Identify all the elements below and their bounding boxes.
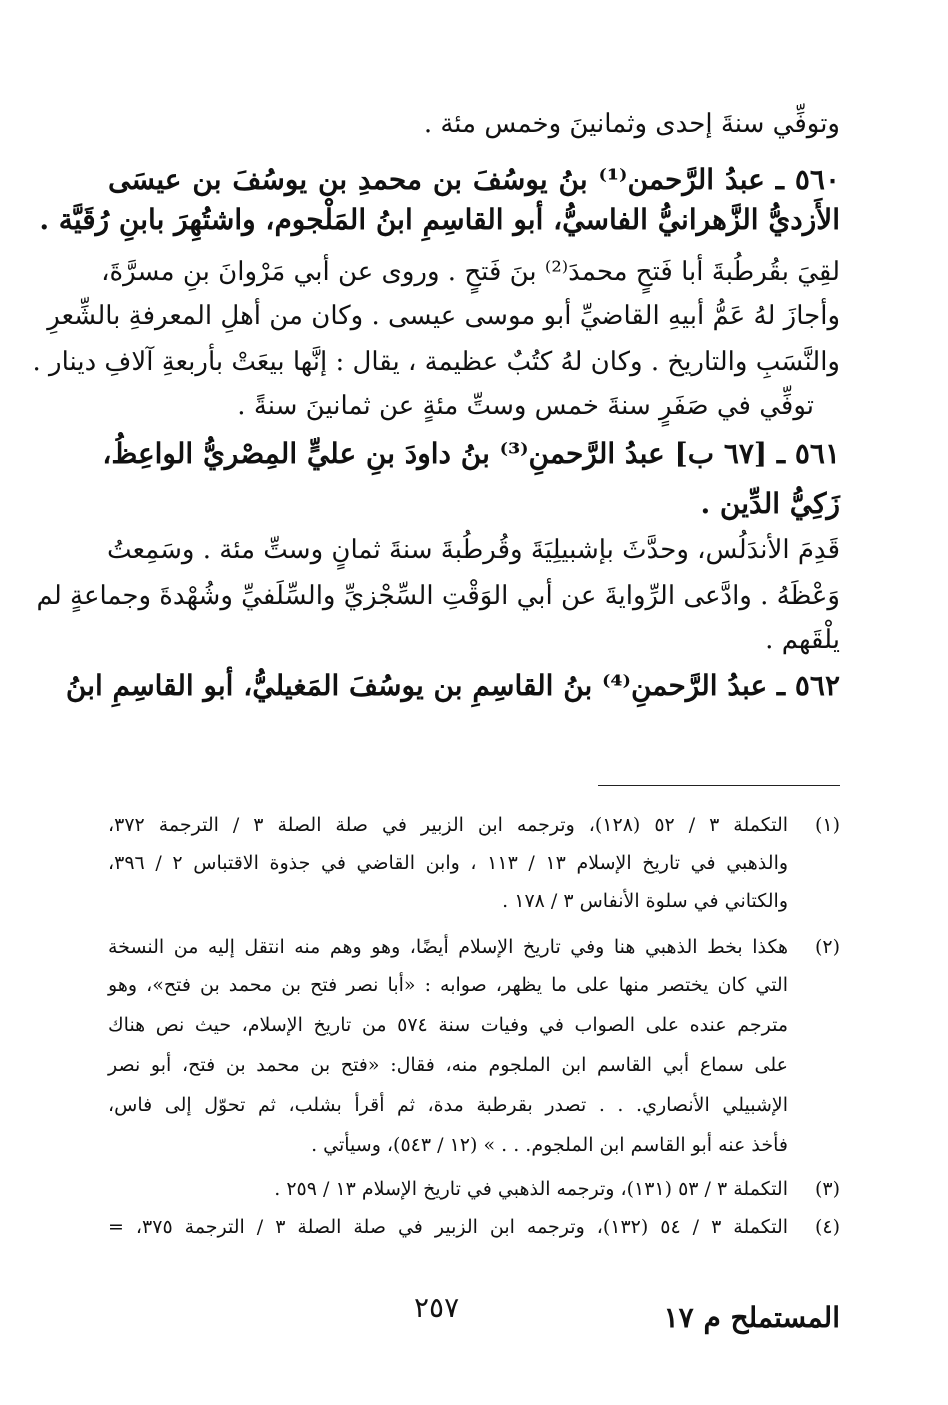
text-line: وتوفِّي سنةَ إحدى وثمانينَ وخمس مئة . [423,109,840,139]
page-number: ٢٥٧ [414,1291,460,1324]
entry-560-heading-cont: الأَزديُّ الزَّهرانيُّ الفاسيُّ، أبو القاسِمِ ابنُ المَلْجوم، واشتُهِرَ بابنِ رُقَيَّة . [39,203,840,236]
footnote-line: هكذا بخط الذهبي هنا وفي تاريخ الإسلام أيضًا، وهو وهم منه انتقل إليه من النسخة [108,936,788,958]
footnote-label: (٢) [814,936,840,958]
footnote-line: والذهبي في تاريخ الإسلام ١٣ / ١١٣ ، وابن القاضي في جذوة الاقتباس ٢ / ٣٩٦، [108,852,789,874]
footnote-line: الإشبيلي الأنصاري. . . تصدر بقرطبة مدة، ثم أقرأ بشلب، ثم تحوّل إلى فاس، [108,1094,788,1116]
footnote-label: (٤) [814,1216,840,1238]
entry-562-heading: ٥٦٢ ـ عبدُ الرَّحمنِ⁽⁴⁾ بنُ القاسِمِ بن يوسُفَ المَغيليُّ، أبو القاسِمِ ابنُ [65,669,840,702]
footnote-line: التكملة ٣ / ٥٣ (١٣١)، وترجمه الذهبي في تاريخ الإسلام ١٣ / ٢٥٩ . [274,1178,788,1200]
running-footer-title: المستملح م ١٧ [663,1301,840,1334]
text-line: لقِيَ بقُرطُبةَ أبا فَتحٍ محمدَ⁽²⁾ بنَ فَتحٍ . وروى عن أبي مَرْوانَ بنِ مسرَّةَ، [101,257,840,287]
footnote-line: مترجم عنده على الصواب في وفيات سنة ٥٧٤ من تاريخ الإسلام، حيث نص هناك [108,1014,788,1036]
text-line: وَعْظَهُ . وادَّعى الرِّوايةَ عن أبي الوَقْتِ السِّجْزيِّ والسِّلَفيِّ وشُهْدةَ وجماعةٍ لم [36,581,840,611]
footnote-line: والكتاني في سلوة الأنفاس ٣ / ١٧٨ . [502,890,788,912]
text-line: يلْقَهم . [765,625,840,655]
text-line: وأجازَ لهُ عَمُّ أبيهِ القاضيِّ أبو موسى عيسى . وكان من أهلِ المعرفةِ بالشِّعرِ [47,301,840,331]
entry-561-heading-cont: زَكِيُّ الدِّين . [700,487,840,520]
footnote-line: فأخذ عنه أبو القاسم ابن الملجوم. . . » (١٢ / ٥٤٣)، وسيأتي . [311,1134,788,1156]
footnote-line: التي كان يختصر منها على ما يظهر، صوابه : «أبا نصر فتح بن محمد بن فتح»، وهو [108,974,788,996]
text-line: توفِّي في صَفَرٍ سنةَ خمس وستِّ مئةٍ عن ثمانينَ سنةً . [237,391,814,421]
footnote-line: التكملة ٣ / ٥٢ (١٢٨)، وترجمه ابن الزبير في صلة الصلة ٣ / الترجمة ٣٧٢، [108,814,789,836]
entry-561-heading: ٥٦١ ـ [٦٧ ب] عبدُ الرَّحمنِ⁽³⁾ بنُ داودَ بنِ عليٍّ المِصْريُّ الواعِظُ، [102,437,840,470]
footnote-line: على سماع أبي القاسم ابن الملجوم منه، فقال: «فتح بن محمد بن فتح، أبو نصر [108,1054,788,1076]
footnote-separator [598,785,840,786]
text-line: والنَّسَبِ والتاريخ . وكان لهُ كتُبٌ عظيمة ، يقال : إنَّها بيعَتْ بأربعةِ آلافِ دينار . [32,347,840,377]
footnote-label: (٣) [814,1178,840,1200]
footnote-label: (١) [814,814,840,836]
text-line: قَدِمَ الأندَلُس، وحدَّثَ بإشبيلِيَةَ وقُرطُبةَ سنةَ ثمانٍ وستِّ مئة . وسَمِعتُ [107,535,840,565]
footnote-line: التكملة ٣ / ٥٤ (١٣٢)، وترجمه ابن الزبير في صلة الصلة ٣ / الترجمة ٣٧٥، = [108,1216,789,1238]
entry-560-heading: ٥٦٠ ـ عبدُ الرَّحمن⁽¹⁾ بنُ يوسُفَ بن محمدِ بن يوسُفَ بن عيسَى [108,163,840,196]
